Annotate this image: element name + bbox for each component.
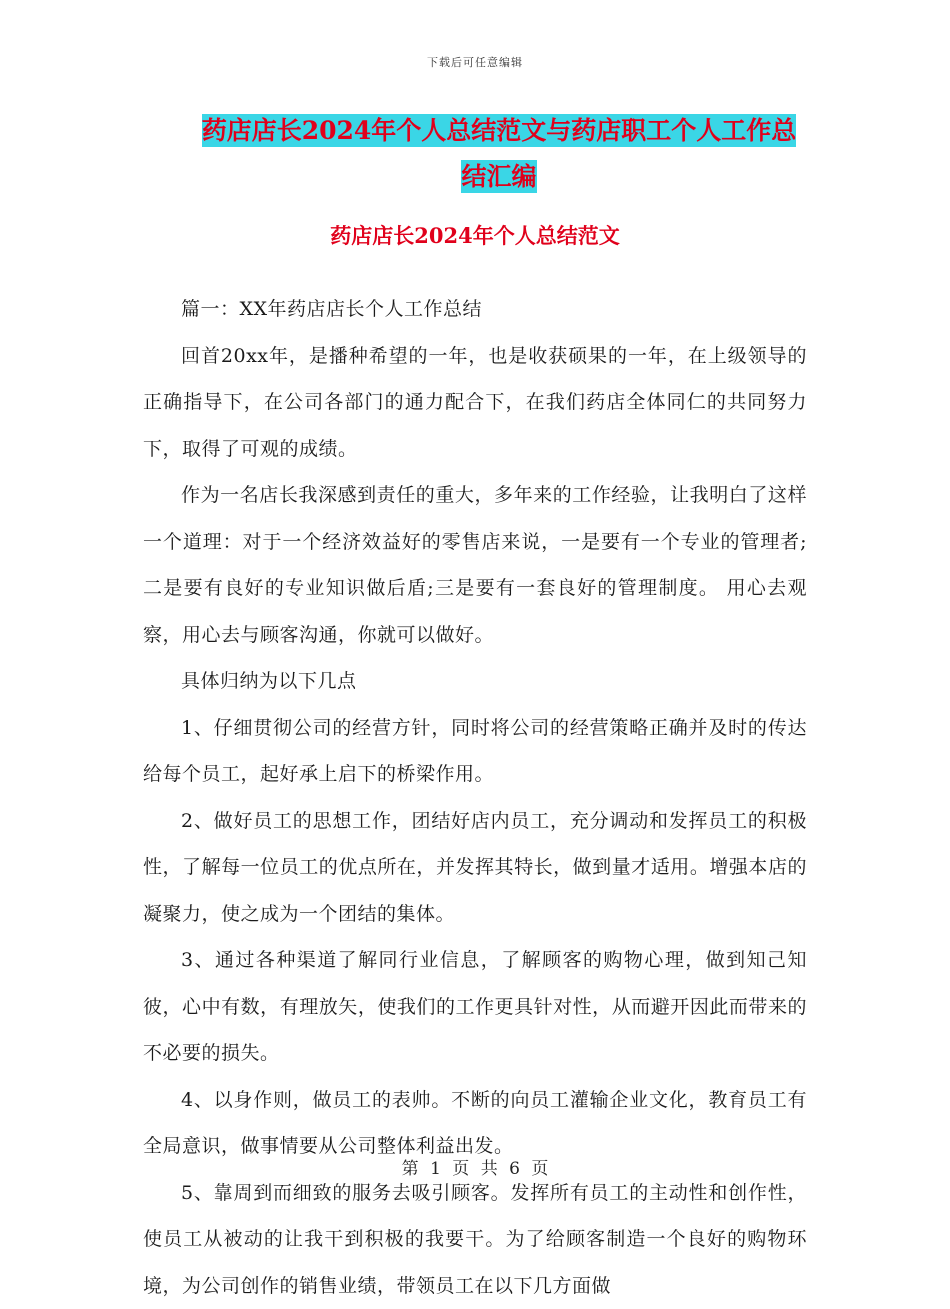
paragraph: 篇一：XX年药店店长个人工作总结	[143, 286, 807, 333]
paragraph: 2、做好员工的思想工作，团结好店内员工，充分调动和发挥员工的积极性，了解每一位员工的优点所在，并发挥其特长，做到量才适用。增强本店的凝聚力，使之成为一个团结的集体。	[143, 798, 807, 938]
header-note: 下载后可任意编辑	[0, 54, 950, 70]
paragraph: 具体归纳为以下几点	[143, 658, 807, 705]
paragraph: 作为一名店长我深感到责任的重大，多年来的工作经验，让我明白了这样一个道理：对于一个经济效益好的零售店来说，一是要有一个专业的管理者;二是要有良好的专业知识做后盾;三是要有一套良好的管理制度。 用心去观察，用心去与顾客沟通，你就可以做好。	[143, 472, 807, 658]
paragraph: 4、以身作则，做员工的表帅。不断的向员工灌输企业文化，教育员工有全局意识，做事情要从公司整体利益出发。	[143, 1077, 807, 1170]
main-title	[140, 108, 858, 200]
paragraph: 5、靠周到而细致的服务去吸引顾客。发挥所有员工的主动性和创作性，使员工从被动的让我干到积极的我要干。为了给顾客制造一个良好的购物环境，为公司创作的销售业绩，带领员工在以下几方面做	[143, 1170, 807, 1309]
page-number-footer: 第 1 页 共 6 页	[0, 1154, 950, 1179]
section-title: 药店店长2024年个人总结范文	[0, 220, 950, 250]
paragraph: 回首20xx年，是播种希望的一年，也是收获硕果的一年，在上级领导的正确指导下，在公司各部门的通力配合下，在我们药店全体同仁的共同努力下，取得了可观的成绩。	[143, 333, 807, 473]
paragraph: 1、仔细贯彻公司的经营方针，同时将公司的经营策略正确并及时的传达给每个员工，起好承上启下的桥梁作用。	[143, 705, 807, 798]
paragraph: 3、通过各种渠道了解同行业信息，了解顾客的购物心理，做到知己知彼，心中有数，有理放矢，使我们的工作更具针对性，从而避开因此而带来的不必要的损失。	[143, 937, 807, 1077]
main-title-line2: 结汇编	[461, 160, 536, 193]
main-title-line1: 药店店长2024年个人总结范文与药店职工个人工作总	[202, 114, 797, 147]
